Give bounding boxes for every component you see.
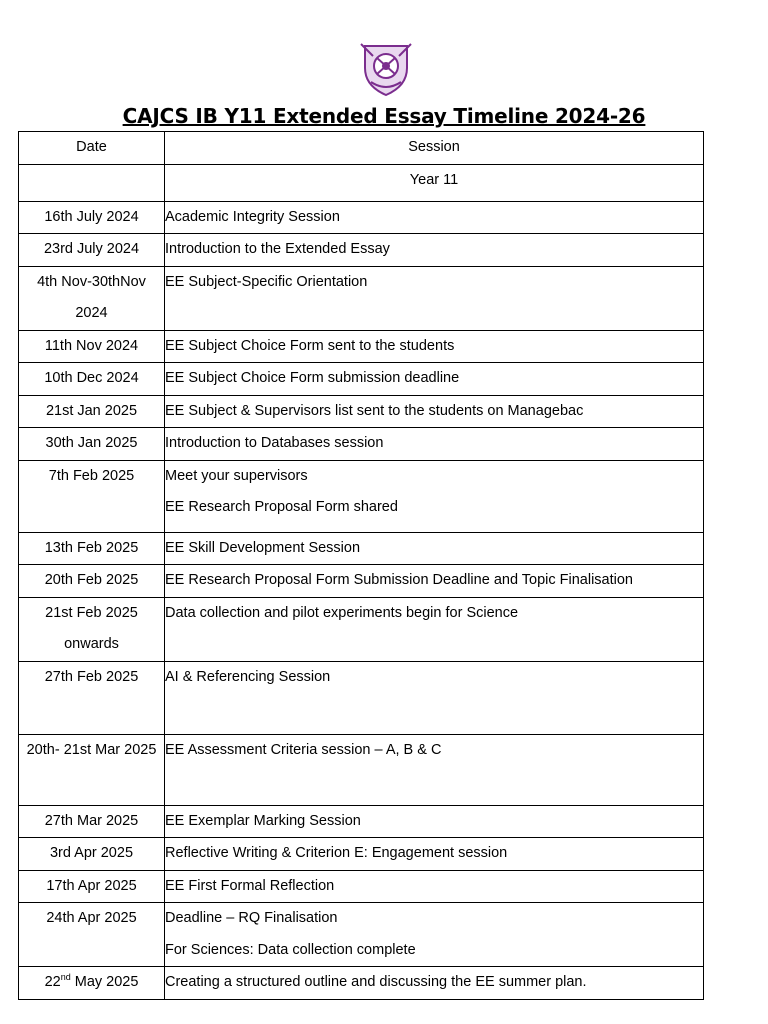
session-line: Introduction to Databases session — [165, 435, 384, 451]
table-row — [19, 330, 704, 363]
row-date: 17th Apr 2025 — [19, 870, 165, 903]
row-session — [165, 903, 704, 967]
row-date: 20th Feb 2025 — [19, 565, 165, 598]
row-date: 20th- 21st Mar 2025 — [19, 734, 165, 805]
row-session — [165, 460, 704, 532]
row-session — [165, 330, 704, 363]
session-line: EE Research Proposal Form shared — [165, 499, 398, 515]
row-session — [165, 532, 704, 565]
table-row — [19, 597, 704, 661]
session-line: Meet your supervisors — [165, 467, 308, 484]
row-date: 3rd Apr 2025 — [19, 838, 165, 871]
date-rest: May 2025 — [70, 974, 139, 990]
session-line: Deadline – RQ Finalisation — [165, 910, 338, 926]
row-session — [165, 234, 704, 267]
column-header-date: Date — [19, 132, 165, 165]
row-date — [19, 967, 165, 1000]
table-row — [19, 805, 704, 838]
year-row — [19, 164, 704, 201]
session-line: Data collection and pilot experiments begin for Science — [165, 604, 519, 621]
year-label: Year 11 — [165, 164, 704, 201]
page-title: CAJCS IB Y11 Extended Essay Timeline 2024-26 — [122, 104, 646, 128]
session-line: EE Research Proposal Form Submission Deadline and Topic Finalisation — [165, 572, 633, 588]
row-session — [165, 363, 704, 396]
session-line: EE Skill Development Session — [165, 539, 361, 556]
table-header-row — [19, 132, 704, 165]
date-day: 22 — [44, 974, 61, 990]
column-header-session: Session — [165, 132, 704, 165]
session-line: EE First Formal Reflection — [165, 877, 335, 894]
row-session — [165, 805, 704, 838]
row-date: 24th Apr 2025 — [19, 903, 165, 967]
table-row — [19, 838, 704, 871]
row-date: 16th July 2024 — [19, 201, 165, 234]
row-session — [165, 661, 704, 734]
row-session — [165, 597, 704, 661]
row-date: 23rd July 2024 — [19, 234, 165, 267]
session-line: EE Subject Choice Form sent to the students — [165, 337, 455, 354]
row-date: 7th Feb 2025 — [19, 460, 165, 532]
table-row — [19, 428, 704, 461]
table-row — [19, 903, 704, 967]
table-row — [19, 201, 704, 234]
row-session — [165, 201, 704, 234]
table-row — [19, 734, 704, 805]
session-line: AI & Referencing Session — [165, 668, 331, 685]
row-session — [165, 266, 704, 330]
row-date: 27th Feb 2025 — [19, 661, 165, 734]
table-row — [19, 266, 704, 330]
row-session — [165, 734, 704, 805]
row-session — [165, 838, 704, 871]
table-row — [19, 532, 704, 565]
row-date: 13th Feb 2025 — [19, 532, 165, 565]
timeline-table — [18, 131, 704, 1000]
session-line: For Sciences: Data collection complete — [165, 941, 416, 958]
session-line: EE Exemplar Marking Session — [165, 812, 361, 829]
session-line: Academic Integrity Session — [165, 208, 340, 225]
row-date: 21st Feb 2025 onwards — [19, 597, 165, 661]
row-date: 30th Jan 2025 — [19, 428, 165, 461]
session-line: EE Subject & Supervisors list sent to the students on Managebac — [165, 402, 584, 419]
table-row — [19, 460, 704, 532]
table-row — [19, 967, 704, 1000]
session-line: EE Assessment Criteria session – A, B & C — [165, 741, 442, 758]
row-date: 27th Mar 2025 — [19, 805, 165, 838]
table-row — [19, 363, 704, 396]
session-line: Creating a structured outline and discussing the EE summer plan. — [165, 974, 587, 990]
session-line: EE Subject-Specific Orientation — [165, 273, 368, 290]
table-row — [19, 565, 704, 598]
date-ordinal: nd — [60, 972, 71, 983]
row-date: 21st Jan 2025 — [19, 395, 165, 428]
row-session — [165, 565, 704, 598]
row-session — [165, 870, 704, 903]
table-row — [19, 661, 704, 734]
session-line: EE Subject Choice Form submission deadline — [165, 370, 460, 386]
session-line: Introduction to the Extended Essay — [165, 241, 390, 257]
year-row-date-cell — [19, 164, 165, 201]
table-row — [19, 395, 704, 428]
school-crest-icon — [359, 42, 413, 98]
row-date: 10th Dec 2024 — [19, 363, 165, 396]
table-row — [19, 234, 704, 267]
table-row — [19, 870, 704, 903]
row-session — [165, 395, 704, 428]
session-line: Reflective Writing & Criterion E: Engagement session — [165, 845, 508, 861]
row-session — [165, 967, 704, 1000]
row-date: 4th Nov-30thNov 2024 — [19, 266, 165, 330]
row-date: 11th Nov 2024 — [19, 330, 165, 363]
row-session — [165, 428, 704, 461]
